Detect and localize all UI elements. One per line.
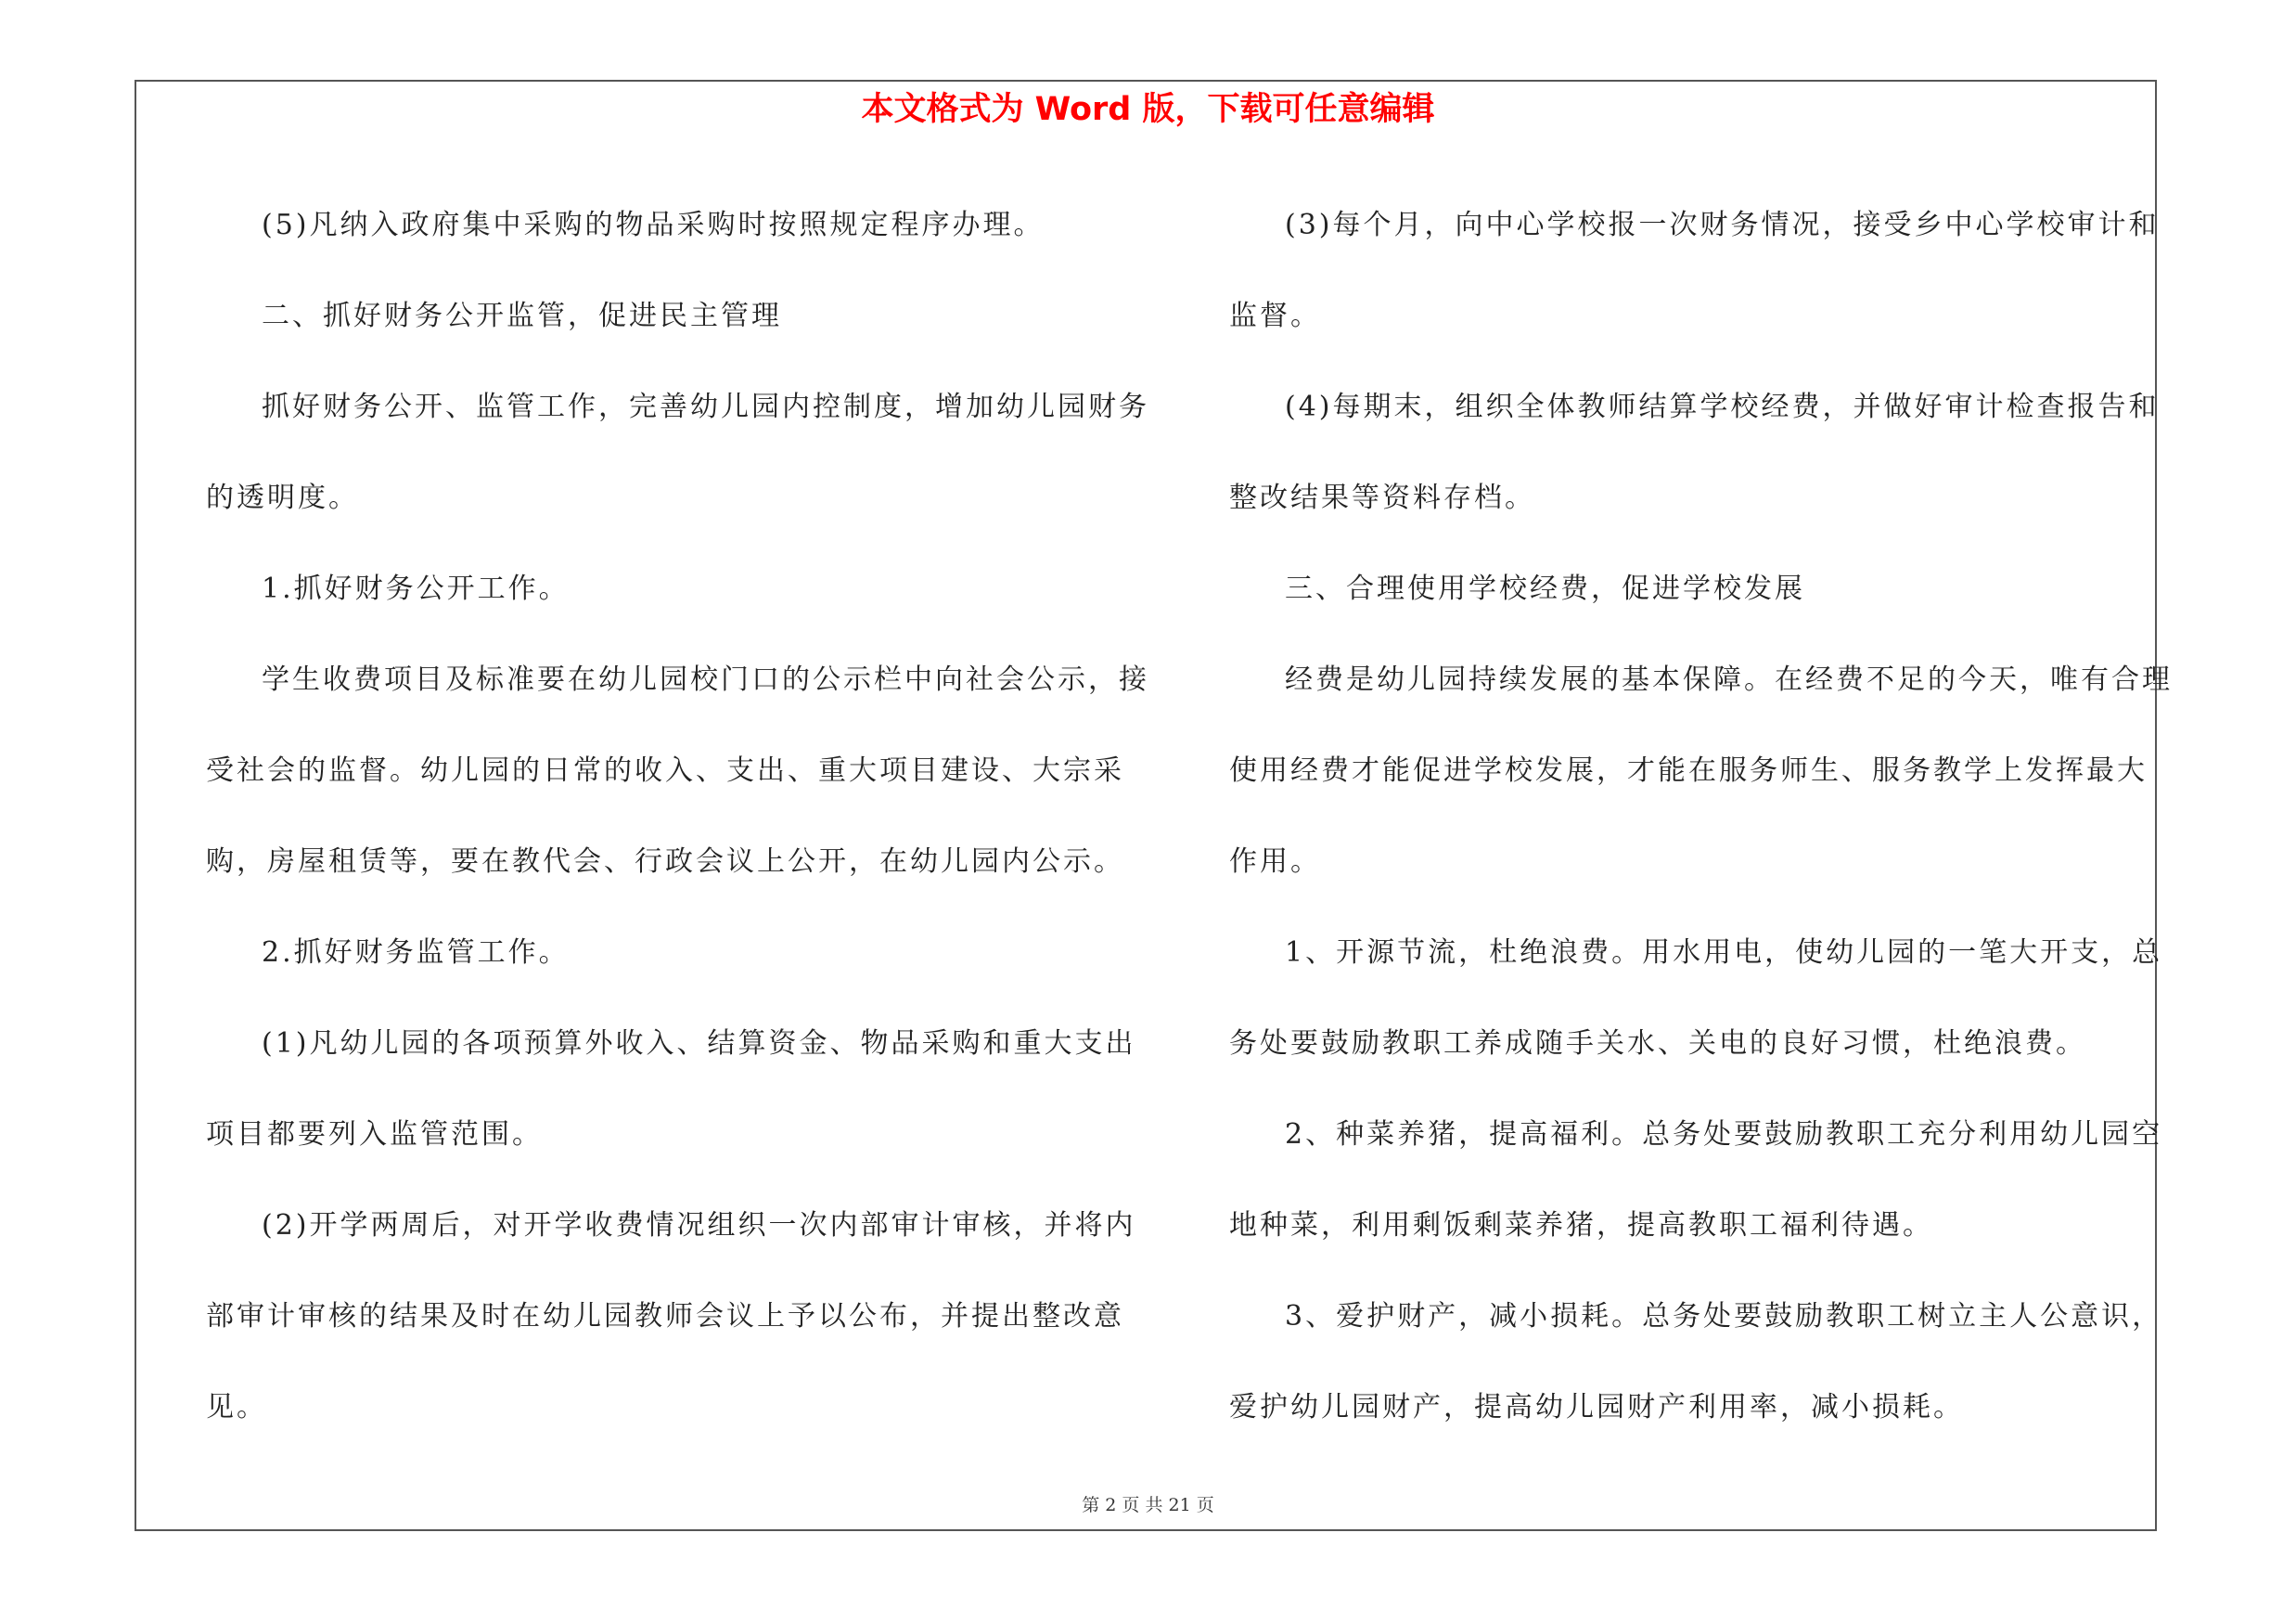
right-column: [1229, 180, 2175, 1453]
paragraph: (2)开学两周后，对开学收费情况组织一次内部审计审核，并将内部审计审核的结果及时在幼儿园教师会议上予以公布，并提出整改意见。: [206, 1209, 1136, 1423]
left-column: [206, 180, 1152, 1453]
paragraph: (1)凡幼儿园的各项预算外收入、结算资金、物品采购和重大支出项目都要列入监管范围。: [206, 1027, 1136, 1151]
section-heading: 二、抓好财务公开监管，促进民主管理: [262, 300, 782, 332]
paragraph: (4)每期末，组织全体教师结算学校经费，并做好审计检查报告和整改结果等资料存档。: [1229, 391, 2160, 514]
subsection-heading: 1.抓好财务公开工作。: [262, 573, 570, 605]
paragraph: 学生收费项目及标准要在幼儿园校门口的公示栏中向社会公示，接受社会的监督。幼儿园的日常的收入、支出、重大项目建设、大宗采购，房屋租赁等，要在教代会、行政会议上公开，在幼儿园内公示。: [206, 663, 1149, 878]
paragraph: (5)凡纳入政府集中采购的物品采购时按照规定程序办理。: [262, 209, 1045, 241]
word-format-banner: 本文格式为 Word 版，下载可任意编辑: [861, 91, 1435, 128]
section-heading: 三、合理使用学校经费，促进学校发展: [1285, 573, 1805, 605]
paragraph: 抓好财务公开、监管工作，完善幼儿园内控制度，增加幼儿园财务的透明度。: [206, 391, 1149, 514]
paragraph: (3)每个月，向中心学校报一次财务情况，接受乡中心学校审计和监督。: [1229, 209, 2160, 332]
paragraph: 1、开源节流，杜绝浪费。用水用电，使幼儿园的一笔大开支，总务处要鼓励教职工养成随手关水、关电的良好习惯，杜绝浪费。: [1229, 936, 2163, 1060]
page-number-footer: 第 2 页 共 21 页: [1082, 1495, 1214, 1515]
paragraph: 3、爱护财产，减小损耗。总务处要鼓励教职工树立主人公意识，爱护幼儿园财产，提高幼儿园财产利用率，减小损耗。: [1229, 1300, 2163, 1423]
paragraph: 2、种菜养猪，提高福利。总务处要鼓励教职工充分利用幼儿园空地种菜，利用剩饭剩菜养猪，提高教职工福利待遇。: [1229, 1118, 2163, 1242]
subsection-heading: 2.抓好财务监管工作。: [262, 936, 570, 969]
paragraph: 经费是幼儿园持续发展的基本保障。在经费不足的今天，唯有合理使用经费才能促进学校发展，才能在服务师生、服务教学上发挥最大作用。: [1229, 663, 2173, 878]
